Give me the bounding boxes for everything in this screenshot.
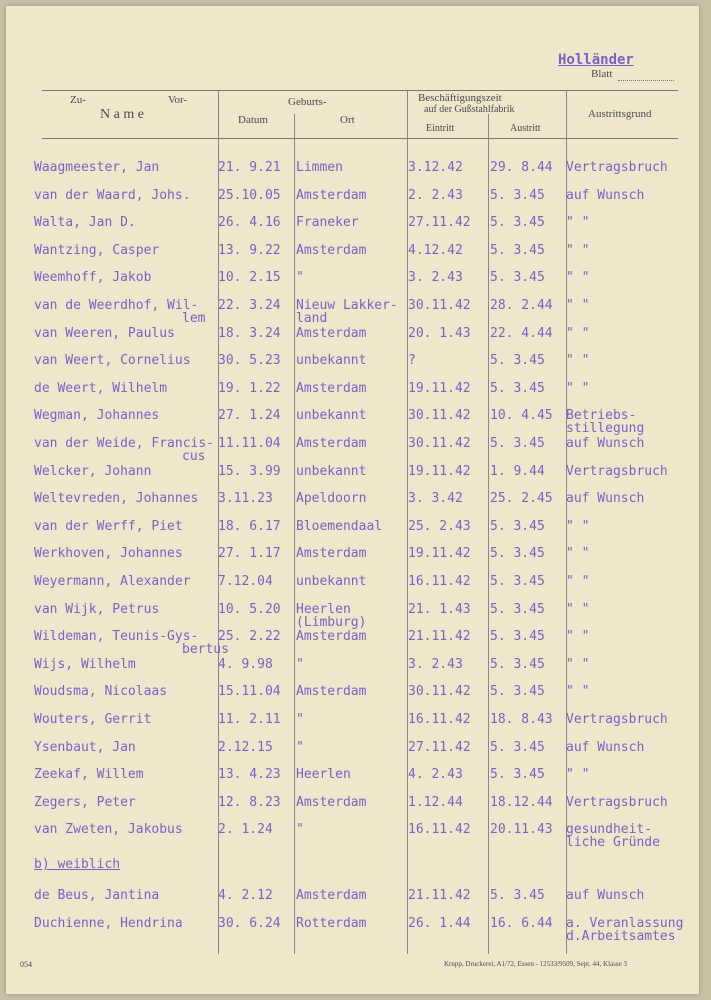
cell-name: Wijs, Wilhelm — [34, 656, 136, 672]
cell-eintritt: 16.11.42 — [408, 822, 471, 838]
cell-name: van Wijk, Petrus — [34, 601, 160, 617]
cell-ort: " — [296, 822, 304, 838]
cell-ort: Heerlen — [296, 767, 351, 783]
cell-eintritt: 1.12.44 — [408, 794, 463, 810]
cell-name-cont: cus — [182, 449, 206, 464]
document-sheet — [6, 6, 699, 994]
col-beschaeftigung-2: auf der Gußstahlfabrik — [424, 104, 515, 115]
table-row — [6, 684, 699, 702]
cell-austritt: 18.12.44 — [490, 794, 553, 810]
cell-eintritt: 30.11.42 — [408, 684, 471, 700]
table-row — [6, 915, 699, 944]
cell-eintritt: 2. 2.43 — [408, 187, 463, 203]
cell-name: Waagmeester, Jan — [34, 160, 160, 175]
table-row — [6, 464, 699, 482]
cell-ort: Amsterdam — [296, 325, 367, 341]
cell-austritt: 5. 3.45 — [490, 436, 545, 451]
table-row — [6, 601, 699, 630]
cell-austritt: 28. 2.44 — [490, 298, 553, 313]
cell-eintritt: 16.11.42 — [408, 574, 471, 589]
cell-name: van Zweten, Jakobus — [34, 822, 183, 838]
cell-datum: 11.11.04 — [218, 436, 281, 451]
cell-ort: Franeker — [296, 215, 359, 231]
cell-eintritt: 21.11.42 — [408, 888, 471, 903]
cell-ort: Amsterdam — [296, 436, 367, 451]
cell-eintritt: 27.11.42 — [408, 739, 471, 755]
cell-grund: " " — [566, 767, 590, 783]
cell-eintritt: 19.11.42 — [408, 463, 471, 479]
cell-austritt: 5. 3.45 — [490, 215, 545, 231]
cell-eintritt: 4.12.42 — [408, 242, 463, 258]
cell-ort: " — [296, 739, 304, 755]
cell-grund: " " — [566, 380, 590, 396]
cell-austritt: 1. 9.44 — [490, 463, 545, 479]
cell-name: Wantzing, Casper — [34, 242, 160, 258]
cell-austritt: 5. 3.45 — [490, 767, 545, 783]
cell-austritt: 5. 3.45 — [490, 546, 545, 562]
cell-datum: 2.12.15 — [218, 739, 273, 755]
cell-austritt: 5. 3.45 — [490, 380, 545, 396]
cell-grund: " " — [566, 629, 590, 645]
cell-ort-cont: (Limburg) — [296, 614, 367, 630]
cell-name: Wouters, Gerrit — [34, 712, 152, 727]
cell-ort: Rotterdam — [296, 915, 367, 931]
cell-datum: 18. 6.17 — [218, 518, 281, 534]
cell-grund: Vertragsbruch — [566, 794, 668, 810]
cell-grund: auf Wunsch — [566, 888, 645, 903]
cell-ort: Nieuw Lakker- — [296, 298, 398, 313]
cell-grund: " " — [566, 215, 590, 231]
cell-name: van de Weerdhof, Wil- — [34, 298, 199, 313]
table-row — [6, 270, 699, 288]
cell-datum: 15. 3.99 — [218, 463, 281, 479]
cell-datum: 4. 9.98 — [218, 656, 273, 672]
cell-grund-cont: d.Arbeitsamtes — [566, 928, 676, 944]
cell-austritt: 29. 8.44 — [490, 160, 553, 175]
table-row — [6, 436, 699, 464]
cell-ort: Amsterdam — [296, 546, 367, 562]
cell-datum: 26. 4.16 — [218, 215, 281, 231]
cell-austritt: 18. 8.43 — [490, 712, 553, 727]
cell-datum: 13. 4.23 — [218, 767, 281, 783]
table-row — [6, 353, 699, 371]
cell-ort: Heerlen — [296, 601, 351, 617]
cell-grund: Vertragsbruch — [566, 712, 668, 727]
cell-name: Walta, Jan D. — [34, 215, 136, 231]
cell-ort-cont: land — [296, 311, 328, 326]
header-divider-austritt — [488, 114, 489, 138]
cell-datum: 27. 1.24 — [218, 408, 281, 424]
cell-datum: 21. 9.21 — [218, 160, 281, 175]
cell-name: Wildeman, Teunis-Gys- — [34, 629, 199, 645]
cell-austritt: 16. 6.44 — [490, 915, 553, 931]
cell-ort: Limmen — [296, 160, 343, 175]
table-row — [6, 795, 699, 813]
cell-ort: Amsterdam — [296, 187, 367, 203]
cell-datum: 10. 2.15 — [218, 270, 281, 286]
cell-datum: 19. 1.22 — [218, 380, 281, 396]
cell-grund: " " — [566, 546, 590, 562]
cell-name: van Weeren, Paulus — [34, 325, 175, 341]
cell-ort: Amsterdam — [296, 380, 367, 396]
cell-ort: " — [296, 656, 304, 672]
table-row — [6, 243, 699, 261]
cell-austritt: 5. 3.45 — [490, 242, 545, 258]
cell-eintritt: 25. 2.43 — [408, 518, 471, 534]
table-row — [6, 160, 699, 178]
table-row — [6, 491, 699, 509]
blatt-label: Blatt — [591, 68, 613, 80]
col-datum: Datum — [238, 114, 268, 126]
cell-datum: 11. 2.11 — [218, 712, 281, 727]
cell-ort: unbekannt — [296, 574, 367, 589]
cell-grund: Vertragsbruch — [566, 463, 668, 479]
col-vor: Vor- — [168, 94, 188, 106]
cell-grund: " " — [566, 242, 590, 258]
table-row — [6, 326, 699, 344]
cell-name: van der Weide, Francis- — [34, 436, 215, 451]
cell-name: Weltevreden, Johannes — [34, 491, 199, 507]
cell-eintritt: 4. 2.43 — [408, 767, 463, 783]
cell-grund: " " — [566, 298, 590, 313]
table-row — [6, 740, 699, 758]
header-divider-ort — [294, 114, 295, 138]
cell-ort: Amsterdam — [296, 684, 367, 700]
cell-eintritt: 27.11.42 — [408, 215, 471, 231]
cell-grund: " " — [566, 601, 590, 617]
cell-austritt: 5. 3.45 — [490, 601, 545, 617]
cell-eintritt: 19.11.42 — [408, 380, 471, 396]
cell-datum: 7.12.04 — [218, 574, 273, 589]
cell-eintritt: 19.11.42 — [408, 546, 471, 562]
cell-datum: 13. 9.22 — [218, 242, 281, 258]
header-top-rule — [42, 90, 678, 91]
cell-ort: unbekannt — [296, 463, 367, 479]
cell-grund: a. Veranlassung — [566, 915, 684, 931]
cell-datum: 10. 5.20 — [218, 601, 281, 617]
cell-austritt: 5. 3.45 — [490, 684, 545, 700]
table-row — [6, 188, 699, 206]
cell-eintritt: 21. 1.43 — [408, 601, 471, 617]
cell-name: van der Werff, Piet — [34, 518, 183, 534]
cell-ort: Amsterdam — [296, 794, 367, 810]
table-row — [6, 888, 699, 906]
cell-eintritt: 30.11.42 — [408, 298, 471, 313]
cell-eintritt: 21.11.42 — [408, 629, 471, 645]
cell-eintritt: 16.11.42 — [408, 712, 471, 727]
cell-datum: 30. 6.24 — [218, 915, 281, 931]
cell-name: van der Waard, Johs. — [34, 187, 191, 203]
cell-eintritt: 3.12.42 — [408, 160, 463, 175]
col-name: N a m e — [100, 107, 144, 122]
cell-austritt: 10. 4.45 — [490, 408, 553, 424]
col-austritt: Austritt — [510, 123, 541, 134]
footer-form-id: 054 — [20, 960, 32, 969]
cell-name: de Weert, Wilhelm — [34, 380, 168, 396]
cell-datum: 25. 2.22 — [218, 629, 281, 645]
table-row — [6, 822, 699, 851]
cell-eintritt: 30.11.42 — [408, 408, 471, 424]
cell-grund-cont: liche Gründe — [566, 835, 660, 851]
cell-eintritt: 20. 1.43 — [408, 325, 471, 341]
col-beschaeftigung: Beschäftigungszeit — [418, 92, 502, 104]
cell-datum: 12. 8.23 — [218, 794, 281, 810]
cell-eintritt: ? — [408, 353, 416, 369]
cell-austritt: 5. 3.45 — [490, 629, 545, 645]
cell-grund: " " — [566, 270, 590, 286]
table-row — [6, 629, 699, 658]
cell-datum: 18. 3.24 — [218, 325, 281, 341]
cell-ort: " — [296, 270, 304, 286]
cell-eintritt: 3. 2.43 — [408, 656, 463, 672]
cell-name: Zegers, Peter — [34, 794, 136, 810]
cell-name: de Beus, Jantina — [34, 888, 160, 903]
cell-grund: " " — [566, 656, 590, 672]
cell-austritt: 20.11.43 — [490, 822, 553, 838]
footer-printer: Krupp, Druckerei, A1/72, Essen - 12533/9509, Sept. 44, Klasse 3 — [444, 960, 627, 968]
cell-austritt: 5. 3.45 — [490, 656, 545, 672]
cell-name: Weemhoff, Jakob — [34, 270, 152, 286]
col-ort: Ort — [340, 114, 355, 126]
cell-datum: 25.10.05 — [218, 187, 281, 203]
col-eintritt: Eintritt — [426, 123, 455, 134]
cell-name: Zeekaf, Willem — [34, 767, 144, 783]
cell-datum: 3.11.23 — [218, 491, 273, 507]
cell-austritt: 5. 3.45 — [490, 518, 545, 534]
cell-name: Welcker, Johann — [34, 463, 152, 479]
cell-ort: Amsterdam — [296, 242, 367, 258]
cell-grund: auf Wunsch — [566, 187, 645, 203]
cell-grund: " " — [566, 518, 590, 534]
cell-austritt: 22. 4.44 — [490, 325, 553, 341]
table-row — [6, 381, 699, 399]
cell-austritt: 5. 3.45 — [490, 739, 545, 755]
cell-ort: Bloemendaal — [296, 518, 383, 534]
cell-eintritt: 30.11.42 — [408, 436, 471, 451]
cell-name-cont: lem — [182, 311, 206, 326]
blatt-line — [618, 80, 674, 81]
table-row — [6, 767, 699, 785]
cell-datum: 4. 2.12 — [218, 888, 273, 903]
cell-austritt: 5. 3.45 — [490, 270, 545, 286]
col-geburts: Geburts- — [288, 96, 327, 108]
cell-grund: " " — [566, 353, 590, 369]
cell-eintritt: 3. 3.42 — [408, 491, 463, 507]
cell-name: Wegman, Johannes — [34, 408, 160, 424]
table-row — [6, 519, 699, 537]
cell-eintritt: 26. 1.44 — [408, 915, 471, 931]
cell-name: van Weert, Cornelius — [34, 353, 191, 369]
cell-ort: " — [296, 712, 304, 727]
cell-datum: 27. 1.17 — [218, 546, 281, 562]
cell-austritt: 5. 3.45 — [490, 187, 545, 203]
cell-austritt: 5. 3.45 — [490, 353, 545, 369]
cell-ort: unbekannt — [296, 408, 367, 424]
table-row — [6, 546, 699, 564]
group-label: Holländer — [558, 52, 634, 68]
header-divider-2 — [407, 90, 408, 138]
cell-name: Weyermann, Alexander — [34, 574, 191, 589]
cell-grund: auf Wunsch — [566, 491, 645, 507]
cell-grund: Vertragsbruch — [566, 160, 668, 175]
cell-datum: 30. 5.23 — [218, 353, 281, 369]
cell-name: Duchienne, Hendrina — [34, 915, 183, 931]
cell-grund: " " — [566, 325, 590, 341]
table-row — [6, 298, 699, 326]
table-row — [6, 712, 699, 730]
cell-ort: Amsterdam — [296, 888, 367, 903]
cell-datum: 15.11.04 — [218, 684, 281, 700]
cell-name: Werkhoven, Johannes — [34, 546, 183, 562]
table-row — [6, 574, 699, 592]
cell-datum: 22. 3.24 — [218, 298, 281, 313]
cell-name: Woudsma, Nicolaas — [34, 684, 168, 700]
table-row — [6, 215, 699, 233]
cell-austritt: 5. 3.45 — [490, 574, 545, 589]
cell-ort: unbekannt — [296, 353, 367, 369]
cell-grund: gesundheit- — [566, 822, 653, 838]
cell-austritt: 25. 2.45 — [490, 491, 553, 507]
section-label: b) weiblich — [34, 857, 121, 872]
cell-grund: " " — [566, 684, 590, 700]
cell-grund: auf Wunsch — [566, 436, 645, 451]
cell-ort: Amsterdam — [296, 629, 367, 645]
cell-grund: auf Wunsch — [566, 739, 645, 755]
table-row — [6, 657, 699, 675]
cell-name: Ysenbaut, Jan — [34, 739, 136, 755]
table-row — [6, 408, 699, 437]
col-zu: Zu- — [70, 94, 86, 106]
cell-grund: Betriebs- — [566, 408, 637, 424]
col-austrittsgrund: Austrittsgrund — [588, 108, 652, 120]
header-bottom-rule — [42, 138, 678, 139]
cell-austritt: 5. 3.45 — [490, 888, 545, 903]
cell-name-cont: bertus — [182, 642, 229, 658]
cell-eintritt: 3. 2.43 — [408, 270, 463, 286]
header-divider-1 — [218, 90, 219, 138]
cell-ort: Apeldoorn — [296, 491, 367, 507]
cell-grund: " " — [566, 574, 590, 589]
cell-grund-cont: stillegung — [566, 421, 645, 437]
cell-datum: 2. 1.24 — [218, 822, 273, 838]
header-divider-3 — [566, 90, 567, 138]
